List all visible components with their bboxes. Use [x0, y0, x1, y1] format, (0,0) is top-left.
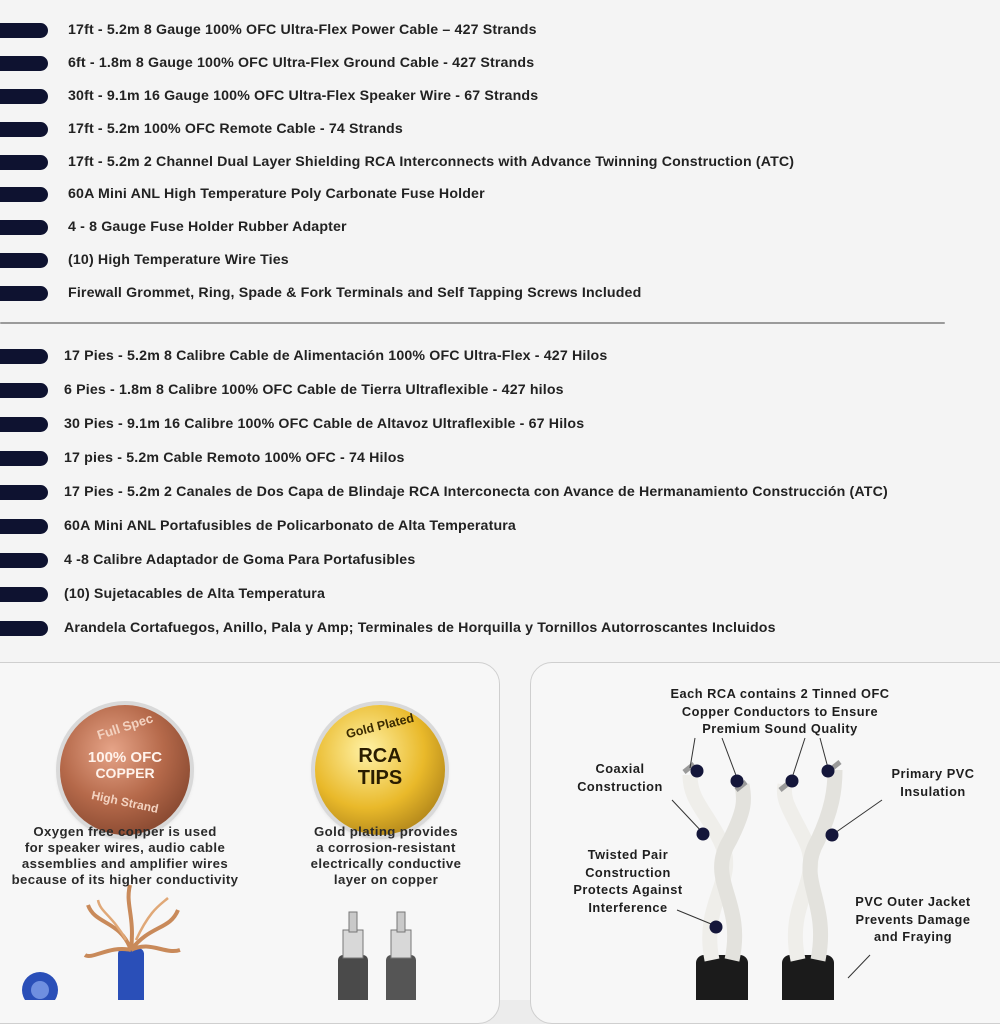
- bullet-marker: [0, 253, 48, 268]
- bullet-marker: [0, 451, 48, 466]
- badge-text: TIPS: [357, 767, 403, 789]
- list-item-text: 30ft - 9.1m 16 Gauge 100% OFC Ultra-Flex Speaker Wire - 67 Strands: [68, 87, 539, 104]
- list-item: [0, 14, 1000, 47]
- badge-text: Gold Plated: [344, 710, 416, 742]
- ofc-copper-badge: [60, 705, 190, 835]
- callout-rca-conductors: [640, 685, 920, 738]
- section-divider: [0, 322, 945, 324]
- list-item-text: 17 Pies - 5.2m 8 Calibre Cable de Alimentación 100% OFC Ultra-Flex - 427 Hilos: [64, 348, 608, 364]
- badge-text: 100% OFC: [87, 749, 163, 766]
- bullet-marker: [0, 220, 48, 235]
- bullet-marker: [0, 155, 48, 170]
- callout-line: Construction: [585, 864, 671, 880]
- list-item: [0, 277, 1000, 310]
- callout-primary-pvc: [878, 765, 988, 800]
- list-item-text: 17ft - 5.2m 8 Gauge 100% OFC Ultra-Flex Power Cable – 427 Strands: [68, 22, 537, 38]
- list-item-text: 6ft - 1.8m 8 Gauge 100% OFC Ultra-Flex Ground Cable - 427 Strands: [68, 54, 535, 71]
- list-item-text: Firewall Grommet, Ring, Spade & Fork Terminals and Self Tapping Screws Included: [68, 285, 642, 302]
- list-item: [0, 442, 1000, 476]
- desc-line: a corrosion-resistant: [316, 840, 456, 855]
- list-item-text: 4 - 8 Gauge Fuse Holder Rubber Adapter: [68, 219, 347, 236]
- desc-line: electrically conductive: [310, 856, 462, 871]
- badge-text: RCA: [358, 745, 402, 767]
- list-item-text: Arandela Cortafuegos, Anillo, Pala y Amp; Terminales de Horquilla y Tornillos Autorroscantes Incluidos: [64, 620, 776, 636]
- list-item-text: 17 Pies - 5.2m 2 Canales de Dos Capa de Blindaje RCA Interconecta con Avance de Hermanamiento Construcción (ATC): [64, 484, 888, 500]
- list-item: [0, 340, 1000, 374]
- list-item-text: 17ft - 5.2m 2 Channel Dual Layer Shielding RCA Interconnects with Advance Twinning Construction (ATC): [68, 153, 795, 170]
- bullet-marker: [0, 485, 48, 500]
- callout-line: Interference: [588, 899, 668, 915]
- badge-text: Full Spec: [95, 710, 155, 743]
- list-item-text: (10) High Temperature Wire Ties: [68, 252, 289, 269]
- gold-description: [286, 824, 486, 888]
- callout-line: Each RCA contains 2 Tinned OFC: [670, 686, 890, 701]
- list-item: [0, 612, 1000, 646]
- list-item: [0, 374, 1000, 408]
- callout-line: Construction: [577, 778, 663, 794]
- bullet-marker: [0, 519, 48, 534]
- list-item: [0, 47, 1000, 80]
- callout-line: Primary PVC: [891, 766, 975, 781]
- callout-twisted-pair: [558, 846, 698, 916]
- list-item: [0, 408, 1000, 442]
- bullet-marker: [0, 383, 48, 398]
- desc-line: Oxygen free copper is used: [33, 824, 217, 839]
- list-item-text: 17ft - 5.2m 100% OFC Remote Cable - 74 Strands: [68, 120, 403, 137]
- bullet-marker: [0, 417, 48, 432]
- callout-line: Copper Conductors to Ensure: [681, 703, 879, 719]
- callout-line: Insulation: [900, 783, 966, 799]
- callout-line: Coaxial: [595, 761, 645, 776]
- gold-rca-tips-badge: [315, 705, 445, 835]
- bullet-marker: [0, 122, 48, 137]
- bullet-marker: [0, 621, 48, 636]
- callout-line: and Fraying: [873, 929, 953, 944]
- list-item-text: 60A Mini ANL High Temperature Poly Carbonate Fuse Holder: [68, 186, 485, 203]
- list-item: [0, 113, 1000, 146]
- list-item: [0, 211, 1000, 244]
- list-item-text: 4 -8 Calibre Adaptador de Goma Para Portafusibles: [64, 552, 416, 568]
- callout-line: PVC Outer Jacket: [855, 894, 971, 909]
- bullet-marker: [0, 89, 48, 104]
- callout-line: Twisted Pair: [587, 847, 669, 862]
- desc-line: assemblies and amplifier wires: [21, 856, 229, 871]
- list-item-text: 60A Mini ANL Portafusibles de Policarbonato de Alta Temperatura: [64, 518, 516, 534]
- list-item-text: 30 Pies - 9.1m 16 Calibre 100% OFC Cable de Altavoz Ultraflexible - 67 Hilos: [64, 416, 585, 432]
- list-item: [0, 510, 1000, 544]
- bullet-marker: [0, 286, 48, 301]
- list-item: [0, 244, 1000, 277]
- list-item-text: 17 pies - 5.2m Cable Remoto 100% OFC - 74 Hilos: [64, 450, 405, 466]
- callout-line: Premium Sound Quality: [702, 721, 858, 736]
- badge-text: High Strand: [90, 788, 160, 816]
- desc-line: layer on copper: [333, 872, 439, 887]
- bullet-marker: [0, 553, 48, 568]
- english-contents-list: [0, 14, 1000, 310]
- desc-line: for speaker wires, audio cable: [24, 840, 226, 855]
- list-item-text: (10) Sujetacables de Alta Temperatura: [64, 586, 326, 602]
- bullet-marker: [0, 587, 48, 602]
- bullet-marker: [0, 23, 48, 38]
- list-item: [0, 80, 1000, 113]
- list-item: [0, 544, 1000, 578]
- callout-outer-jacket: [848, 893, 978, 946]
- desc-line: Gold plating provides: [314, 824, 458, 839]
- callout-coaxial: [560, 760, 680, 795]
- badge-text: COPPER: [95, 765, 155, 781]
- copper-description: [0, 824, 270, 888]
- list-item-text: 6 Pies - 1.8m 8 Calibre 100% OFC Cable de Tierra Ultraflexible - 427 hilos: [64, 382, 564, 398]
- bullet-marker: [0, 187, 48, 202]
- list-item: [0, 146, 1000, 179]
- desc-line: because of its higher conductivity: [11, 872, 239, 887]
- list-item: [0, 476, 1000, 510]
- bullet-marker: [0, 349, 48, 364]
- spanish-contents-list: [0, 340, 1000, 646]
- callout-line: Prevents Damage: [855, 911, 971, 927]
- bullet-marker: [0, 56, 48, 71]
- list-item: [0, 578, 1000, 612]
- callout-line: Protects Against: [573, 882, 683, 897]
- list-item: [0, 178, 1000, 211]
